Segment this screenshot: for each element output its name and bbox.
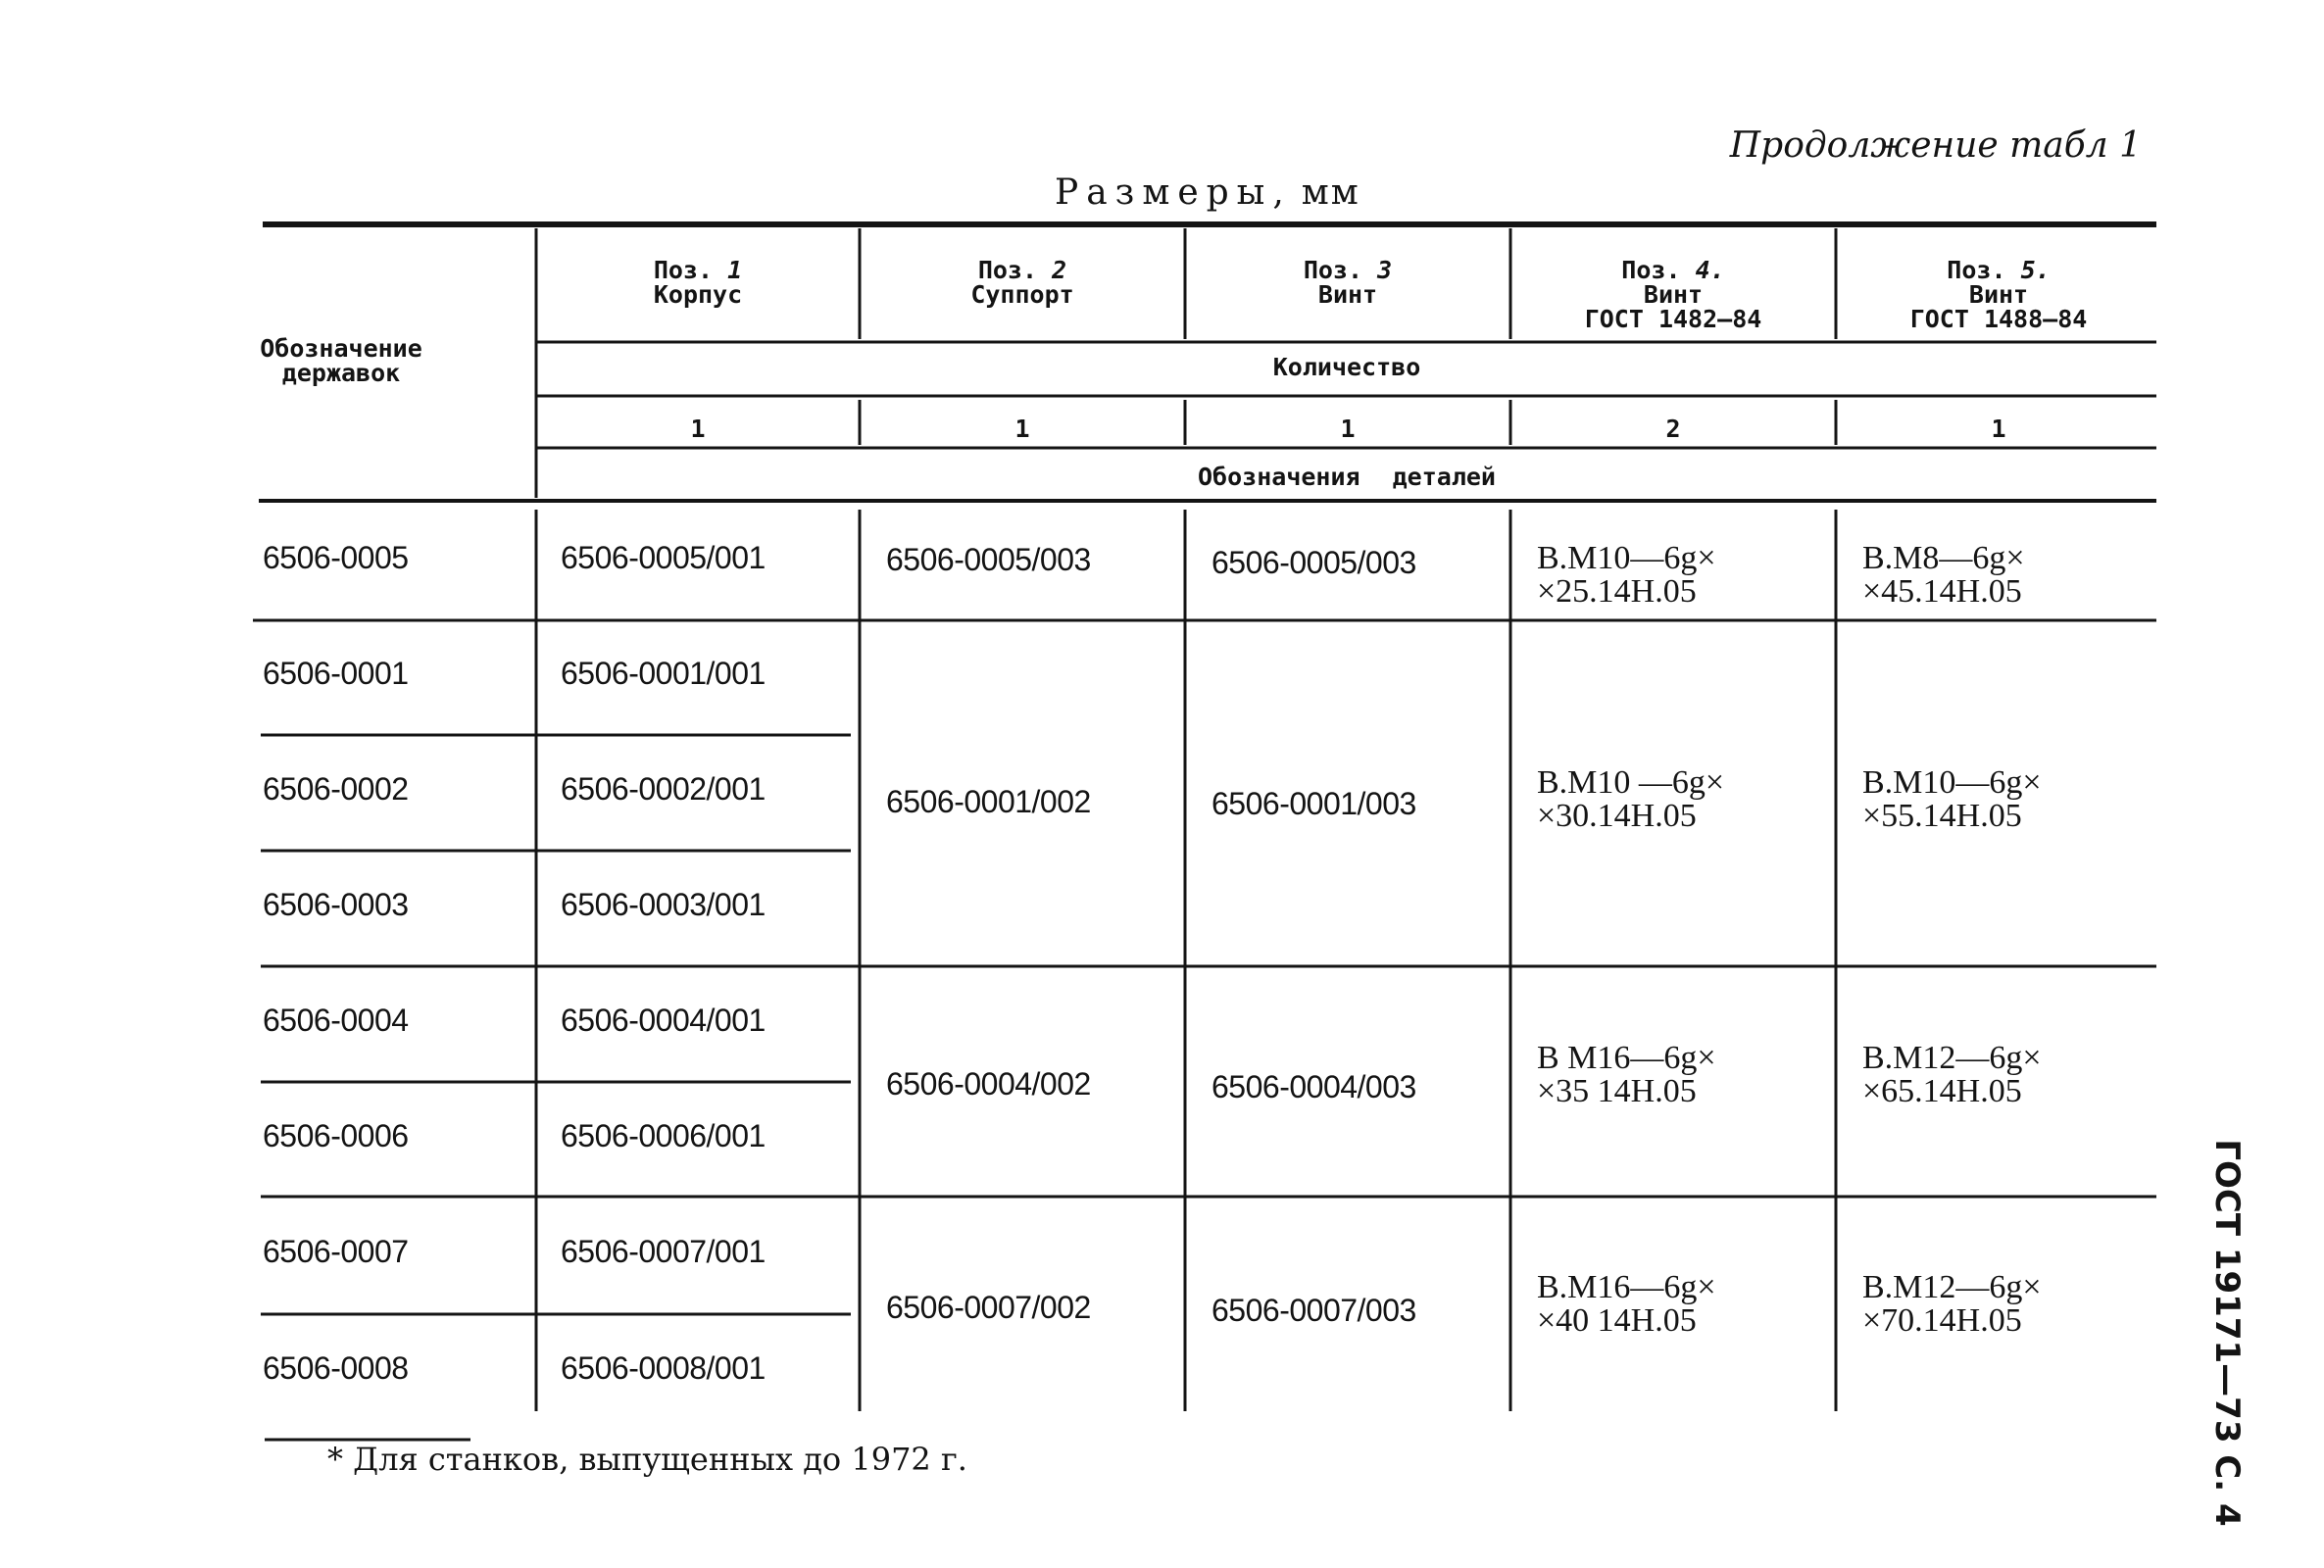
pos2-number: 2 bbox=[1052, 256, 1067, 284]
screw-pos4-line-1: В.М10—6g× bbox=[1537, 540, 1716, 576]
screw-pos4-line-2: ×35 14Н.05 bbox=[1537, 1073, 1697, 1109]
quantity-pos3: 1 bbox=[1340, 415, 1356, 443]
body-part-cell: 6506-0003/001 bbox=[561, 887, 766, 922]
body-part-cell: 6506-0004/001 bbox=[561, 1003, 766, 1038]
pos5-label: Поз. bbox=[1947, 256, 2006, 284]
pos3-number: 3 bbox=[1377, 256, 1393, 284]
designation-cell: 6506-0003 bbox=[263, 887, 409, 922]
quantity-pos5: 1 bbox=[1991, 415, 2006, 443]
quantity-pos4: 2 bbox=[1665, 415, 1681, 443]
details-label: Обозначения деталей bbox=[1198, 463, 1496, 491]
screw-pos4-line-1: В.М10 —6g× bbox=[1537, 764, 1725, 801]
pos4-standard: ГОСТ 1482—84 bbox=[1584, 305, 1762, 333]
pos4-number: 4. bbox=[1695, 256, 1725, 284]
pos1-number: 1 bbox=[727, 256, 743, 284]
screw-pos5-line-2: ×45.14Н.05 bbox=[1862, 573, 2022, 610]
pos5-name: Винт bbox=[1968, 280, 2029, 309]
designation-header-line-1: Обозначение bbox=[260, 334, 422, 363]
designation-cell: 6506-0007 bbox=[263, 1234, 409, 1269]
screw-pos5-line-1: В.М12—6g× bbox=[1862, 1269, 2042, 1305]
body-part-cell: 6506-0005/001 bbox=[561, 540, 766, 575]
pos1-header bbox=[654, 258, 742, 307]
pos5-header bbox=[1910, 258, 2088, 331]
pos4-label: Поз. bbox=[1621, 256, 1681, 284]
footnote: * Для станков, выпущенных до 1972 г. bbox=[327, 1441, 967, 1478]
table-caption-unit: мм bbox=[1301, 172, 1360, 213]
screw-pos5-line-2: ×70.14Н.05 bbox=[1862, 1302, 2022, 1339]
pos1-name: Корпус bbox=[653, 280, 743, 309]
screw-pos5-cell bbox=[1862, 1042, 2042, 1108]
screw-pos5-cell bbox=[1862, 766, 2042, 833]
side-document-label-text: ГОСТ 19171—73 С. 4 bbox=[2207, 1139, 2247, 1527]
designation-header bbox=[260, 336, 422, 385]
designation-cell: 6506-0008 bbox=[263, 1350, 409, 1386]
pos2-label: Поз. bbox=[977, 256, 1038, 284]
body-part-cell: 6506-0002/001 bbox=[561, 771, 766, 807]
screw-cell: 6506-0001/003 bbox=[1211, 786, 1416, 821]
support-cell: 6506-0001/002 bbox=[886, 784, 1091, 819]
screw-pos4-line-2: ×40 14Н.05 bbox=[1537, 1302, 1697, 1339]
screw-pos5-cell bbox=[1862, 542, 2025, 609]
designation-cell: 6506-0001 bbox=[263, 656, 409, 691]
designation-cell: 6506-0002 bbox=[263, 771, 409, 807]
screw-pos4-cell bbox=[1537, 1271, 1716, 1338]
pos4-name: Винт bbox=[1643, 280, 1704, 309]
designation-cell: 6506-0006 bbox=[263, 1118, 409, 1153]
support-cell: 6506-0005/003 bbox=[886, 542, 1091, 577]
pos1-label: Поз. bbox=[653, 256, 714, 284]
screw-pos4-line-2: ×25.14Н.05 bbox=[1537, 573, 1697, 610]
screw-pos5-line-1: В.М12—6g× bbox=[1862, 1040, 2042, 1076]
screw-pos5-line-2: ×65.14Н.05 bbox=[1862, 1073, 2022, 1109]
pos5-standard: ГОСТ 1488—84 bbox=[1909, 305, 2088, 333]
pos2-name: Суппорт bbox=[970, 280, 1074, 309]
pos3-header bbox=[1304, 258, 1392, 307]
screw-pos4-line-2: ×30.14Н.05 bbox=[1537, 798, 1697, 834]
pos3-name: Винт bbox=[1317, 280, 1378, 309]
body-part-cell: 6506-0007/001 bbox=[561, 1234, 766, 1269]
support-cell: 6506-0004/002 bbox=[886, 1066, 1091, 1102]
screw-pos4-cell bbox=[1537, 542, 1716, 609]
quantity-pos1: 1 bbox=[690, 415, 706, 443]
screw-cell: 6506-0005/003 bbox=[1211, 545, 1416, 580]
pos5-number: 5. bbox=[2020, 256, 2051, 284]
support-cell: 6506-0007/002 bbox=[886, 1290, 1091, 1325]
designation-header-line-2: державок bbox=[281, 359, 401, 387]
screw-pos5-cell bbox=[1862, 1271, 2042, 1338]
designation-cell: 6506-0004 bbox=[263, 1003, 409, 1038]
screw-pos5-line-2: ×55.14Н.05 bbox=[1862, 798, 2022, 834]
body-part-cell: 6506-0008/001 bbox=[561, 1350, 766, 1386]
screw-pos4-cell bbox=[1537, 766, 1724, 833]
quantity-pos2: 1 bbox=[1014, 415, 1030, 443]
quantity-label: Количество bbox=[1272, 353, 1421, 381]
screw-cell: 6506-0007/003 bbox=[1211, 1293, 1416, 1328]
table-caption-text: Размеры, bbox=[1055, 172, 1292, 213]
screw-cell: 6506-0004/003 bbox=[1211, 1069, 1416, 1104]
body-part-cell: 6506-0001/001 bbox=[561, 656, 766, 691]
pos3-label: Поз. bbox=[1303, 256, 1363, 284]
body-part-cell: 6506-0006/001 bbox=[561, 1118, 766, 1153]
pos4-header bbox=[1585, 258, 1762, 331]
screw-pos5-line-1: В.М10—6g× bbox=[1862, 764, 2042, 801]
screw-pos5-line-1: В.М8—6g× bbox=[1862, 540, 2025, 576]
screw-pos4-line-1: В.М16—6g× bbox=[1537, 1269, 1716, 1305]
screw-pos4-line-1: В М16—6g× bbox=[1537, 1040, 1716, 1076]
pos2-header bbox=[970, 258, 1073, 307]
continuation-label: Продолжение табл 1 bbox=[1729, 125, 2142, 166]
designation-cell: 6506-0005 bbox=[263, 540, 409, 575]
screw-pos4-cell bbox=[1537, 1042, 1716, 1108]
